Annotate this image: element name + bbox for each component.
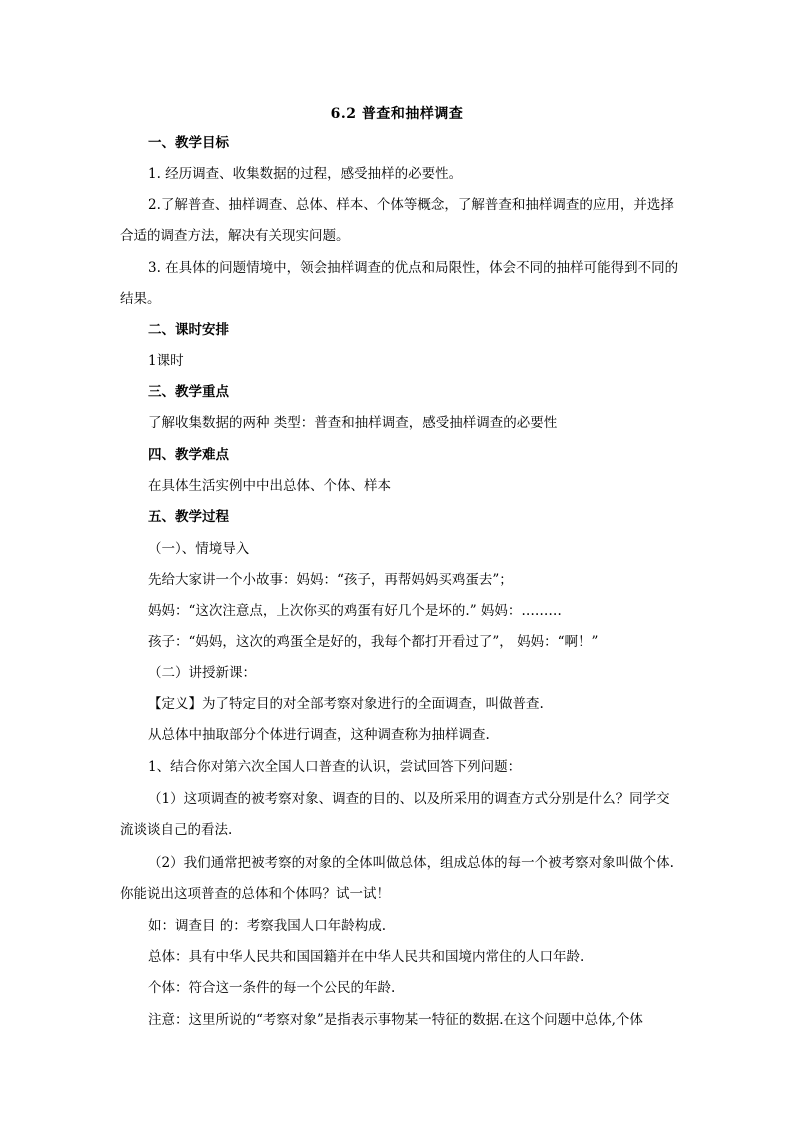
class-hours: 1课时 [148,353,184,369]
example-population: 总体：具有中华人民共和国国籍并在中华人民共和国境内常住的人口年龄. [148,949,585,965]
heading-process: 五、教学过程 [148,509,229,525]
question-1b: （2）我们通常把被考察的对象的全体叫做总体，组成总体的每一个被考察对象叫做个体.你能说出这项普查的总体和个体吗？试一试！ [120,855,674,902]
heading-key-points: 三、教学重点 [148,384,229,400]
story-line-3: 孩子：“妈妈，这次的鸡蛋全是好的，我每个都打开看过了”， 妈妈：“啊！” [148,634,599,650]
example-individual: 个体：符合这一条件的每一个公民的年龄. [148,980,396,996]
key-points: 了解收集数据的两种 类型：普查和抽样调查，感受抽样调查的必要性 [148,415,558,431]
note: 注意：这里所说的“考察对象”是指表示事物某一特征的数据.在这个问题中总体,个体 [148,1012,643,1028]
definition-census: 【定义】为了特定目的对全部考察对象进行的全面调查，叫做普查. [148,696,544,712]
goal-3: 3. 在具体的问题情境中，领会抽样调查的优点和局限性，体会不同的抽样可能得到不同的结果。 [120,260,679,307]
heading-difficulties: 四、教学难点 [148,447,229,463]
heading-class-hours: 二、课时安排 [148,322,229,338]
section-intro: （一）、情境导入 [148,541,250,557]
definition-sampling: 从总体中抽取部分个体进行调查，这种调查称为抽样调查. [148,727,490,743]
story-line-1: 先给大家讲一个小故事：妈妈：“孩子，再帮妈妈买鸡蛋去”； [148,572,513,588]
section-new-lesson: （二）讲授新课： [148,665,256,681]
goal-1: 1. 经历调查、收集数据的过程，感受抽样的必要性。 [148,166,463,182]
heading-teaching-goals: 一、教学目标 [148,135,229,151]
question-1: 1、结合你对第六次全国人口普查的认识，尝试回答下列问题： [148,759,522,775]
doc-title: 6.2 普查和抽样调查 [330,106,464,122]
difficulties: 在具体生活实例中中出总体、个体、样本 [148,478,391,494]
example-purpose: 如：调查目 的：考察我国人口年龄构成. [148,918,387,934]
goal-2: 2.了解普查、抽样调查、总体、样本、个体等概念，了解普查和抽样调查的应用，并选择合适的调查方法，解决有关现实问题。 [120,197,674,244]
story-line-2: 妈妈：“这次注意点，上次你买的鸡蛋有好几个是坏的.” 妈妈：……… [148,603,562,619]
question-1a: （1）这项调查的被考察对象、调查的目的、以及所采用的调查方式分别是什么？同学交流谈谈自己的看法. [120,791,670,838]
